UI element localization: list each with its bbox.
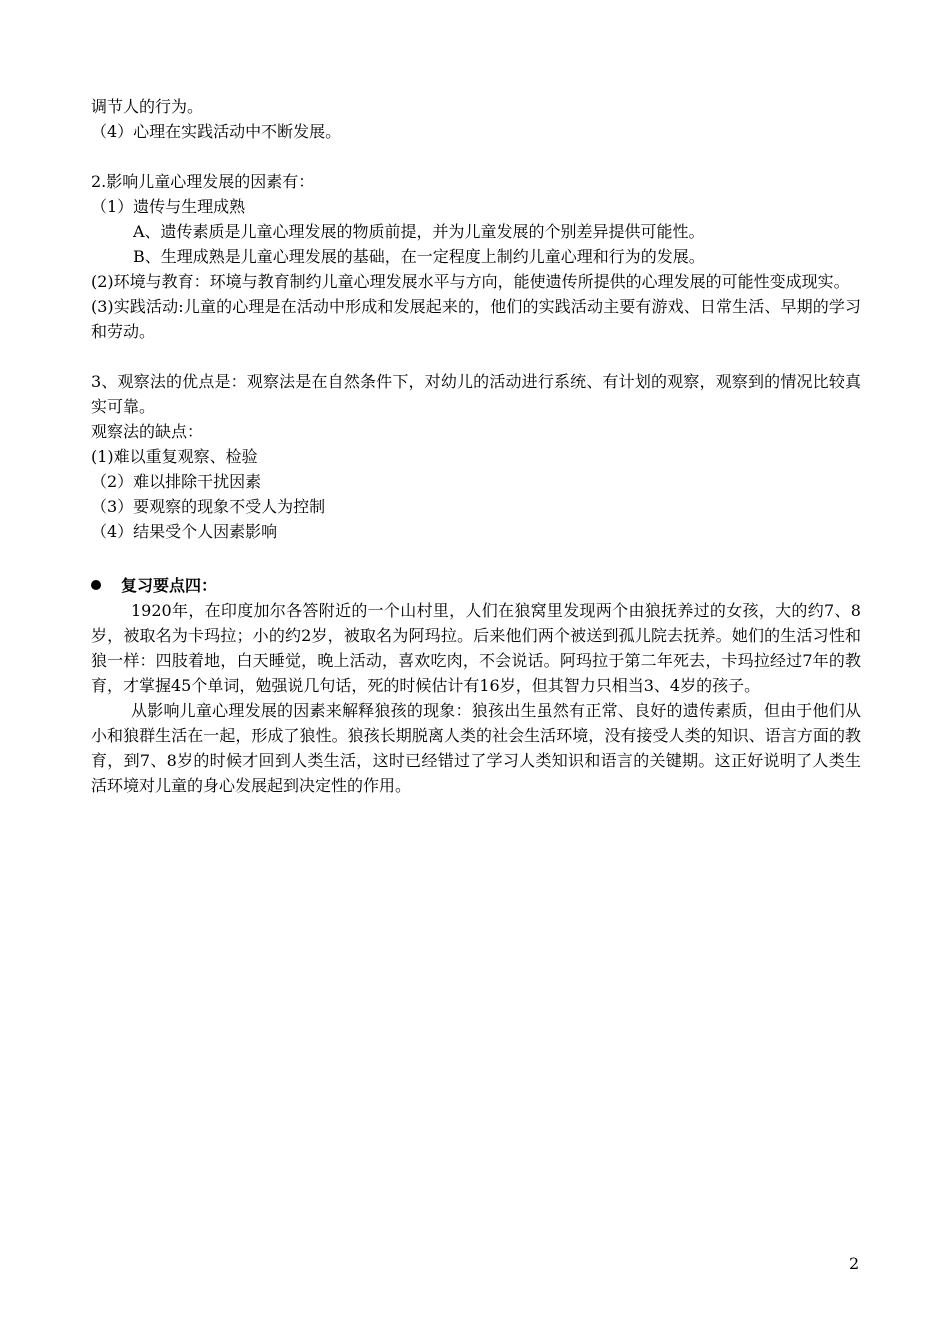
sub-heading: 观察法的缺点： — [91, 422, 204, 441]
list-item: （3）要观察的现象不受人为控制 — [91, 497, 326, 516]
list-item: （2）难以排除干扰因素 — [91, 472, 262, 491]
sub-heading: （1）遗传与生理成熟 — [91, 197, 246, 216]
blank-line — [91, 544, 861, 569]
paragraph: 3、观察法的优点是：观察法是在自然条件下，对幼儿的活动进行系统、有计划的观察，观察到的情况比较真实可靠。 — [91, 372, 861, 416]
list-item: B、生理成熟是儿童心理发展的基础，在一定程度上制约儿童心理和行为的发展。 — [133, 247, 705, 266]
paragraph: (2)环境与教育：环境与教育制约儿童心理发展水平与方向，能使遗传所提供的心理发展的可能性变成现实。 — [91, 272, 850, 291]
paragraph: 1920年，在印度加尔各答附近的一个山村里，人们在狼窝里发现两个由狼抚养过的女孩，大的约7、8岁，被取名为卡玛拉；小的约2岁，被取名为阿玛拉。后来他们两个被送到孤儿院去抚养。她们的生活习性和狼一样：四肢着地，白天睡觉，晚上活动，喜欢吃肉，不会说话。阿玛拉于第二年死去，卡玛拉经过7年的教育，才掌握45个单词，勉强说几句话，死的时候估计有16岁，但其智力只相当3、4岁的孩子。 — [91, 601, 861, 695]
page-number: 2 — [849, 1254, 860, 1273]
blank-line — [91, 144, 861, 169]
list-item: A、遗传素质是儿童心理发展的物质前提，并为儿童发展的个别差异提供可能性。 — [133, 222, 705, 241]
section-title: 2.影响儿童心理发展的因素有： — [91, 172, 315, 191]
heading-text: 复习要点四： — [121, 576, 218, 595]
blank-line — [91, 344, 861, 369]
paragraph: (3)实践活动:儿童的心理是在活动中形成和发展起来的，他们的实践活动主要有游戏、日常生活、早期的学习和劳动。 — [91, 297, 861, 341]
text-line: （4）心理在实践活动中不断发展。 — [91, 122, 342, 141]
document-page — [91, 94, 861, 798]
text-line: 调节人的行为。 — [91, 97, 204, 116]
review-heading — [91, 573, 861, 598]
list-item: (1)难以重复观察、检验 — [91, 447, 258, 466]
list-item: （4）结果受个人因素影响 — [91, 522, 278, 541]
paragraph: 从影响儿童心理发展的因素来解释狼孩的现象：狼孩出生虽然有正常、良好的遗传素质，但由于他们从小和狼群生活在一起，形成了狼性。狼孩长期脱离人类的社会生活环境，没有接受人类的知识、语言方面的教育，到7、8岁的时候才回到人类生活，这时已经错过了学习人类知识和语言的关键期。这正好说明了人类生活环境对儿童的身心发展起到决定性的作用。 — [91, 701, 861, 795]
bullet-icon — [91, 580, 101, 590]
